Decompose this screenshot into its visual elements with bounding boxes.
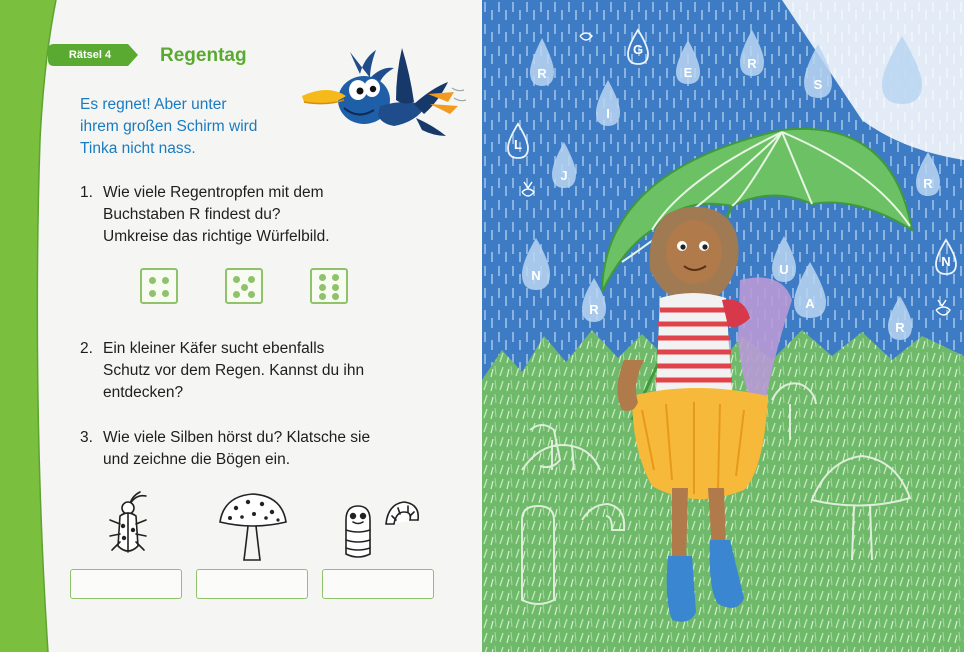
die-pip: [248, 291, 255, 298]
die-pip: [241, 284, 248, 291]
question-line: Wie viele Silben hörst du? Klatsche sie: [103, 429, 371, 446]
question-line: Wie viele Regentropfen mit dem: [103, 184, 324, 201]
raindrop-letter: N: [941, 254, 951, 269]
die-pip: [332, 284, 339, 291]
puzzle-badge: [48, 44, 140, 66]
raindrop-letter: L: [514, 137, 522, 152]
die-pip: [149, 277, 156, 284]
intro-text: [80, 94, 310, 160]
raindrop-letter: R: [747, 56, 757, 71]
raindrop-letter: J: [560, 168, 568, 183]
question-line: und zeichne die Bögen ein.: [103, 451, 291, 468]
right-page: [482, 0, 964, 652]
syllable-answer-box[interactable]: [70, 569, 182, 599]
die-pip: [319, 284, 326, 291]
raindrop-letter: R: [895, 320, 905, 335]
raindrop-letter: I: [606, 106, 610, 121]
question-number: 3.: [80, 429, 93, 446]
die-pip: [233, 291, 240, 298]
question-number: 1.: [80, 184, 93, 201]
die-pip: [162, 290, 169, 297]
question-line: Umkreise das richtige Würfelbild.: [103, 228, 330, 245]
raindrop-letter: N: [531, 268, 541, 283]
page-edge-strip: [0, 0, 60, 652]
die-pip: [233, 276, 240, 283]
caterpillar-drawing: [338, 490, 424, 562]
intro-line: ihrem großen Schirm wird: [80, 118, 258, 135]
crow-mascot-illustration: [298, 44, 470, 148]
raindrop-letter: R: [537, 66, 547, 81]
raindrop-letter: R: [923, 176, 933, 191]
page-title: Regentag: [160, 45, 247, 66]
die-pip: [332, 274, 339, 281]
question-line: entdecken?: [103, 384, 184, 401]
die-pip: [319, 293, 326, 300]
beetle-drawing: [102, 490, 158, 562]
die-option-five[interactable]: [225, 268, 263, 304]
question-line: Ein kleiner Käfer sucht ebenfalls: [103, 340, 325, 357]
question-line: Buchstaben R findest du?: [103, 206, 281, 223]
raindrop-letter: R: [589, 302, 599, 317]
question-number: 2.: [80, 340, 93, 357]
raindrop-letter: E: [683, 65, 693, 80]
die-pip: [332, 293, 339, 300]
raindrop-letter: A: [805, 296, 815, 311]
puzzle-badge-label: Rätsel 4: [68, 49, 112, 61]
intro-line: Tinka nicht nass.: [80, 140, 196, 157]
raindrop-letter: S: [813, 77, 823, 92]
die-pip: [149, 290, 156, 297]
die-option-four[interactable]: [140, 268, 178, 304]
syllable-answer-box[interactable]: [196, 569, 308, 599]
rain-fairy-illustration: [482, 0, 964, 652]
die-pip: [248, 276, 255, 283]
die-option-six[interactable]: [310, 268, 348, 304]
mushroom-drawing: [216, 490, 290, 562]
die-pip: [319, 274, 326, 281]
raindrop-letter: U: [779, 262, 789, 277]
raindrop-letter: G: [632, 42, 644, 57]
syllable-answer-box[interactable]: [322, 569, 434, 599]
die-pip: [162, 277, 169, 284]
question-line: Schutz vor dem Regen. Kannst du ihn: [103, 362, 365, 379]
intro-line: Es regnet! Aber unter: [80, 96, 227, 113]
